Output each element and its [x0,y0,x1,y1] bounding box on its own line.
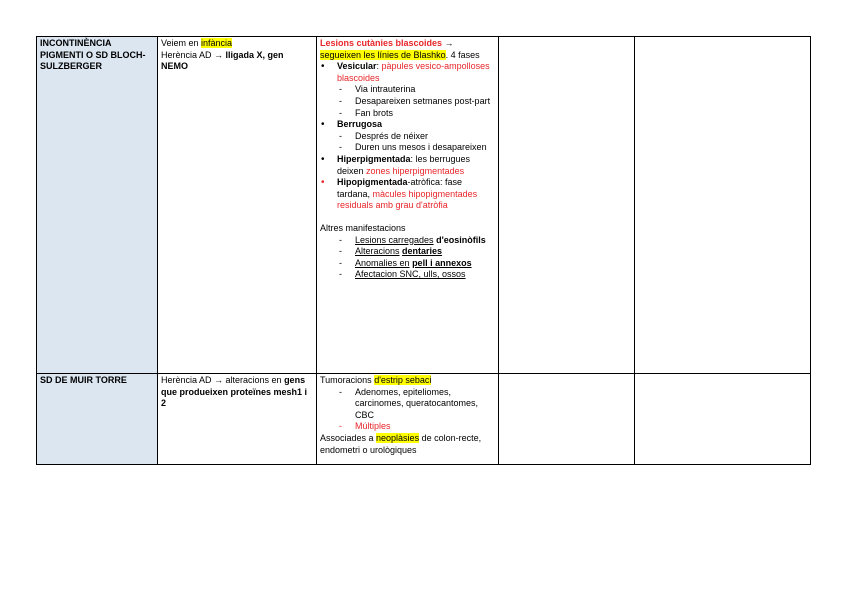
list-item: • Hiperpigmentada: les berrugues deixen zones hiperpigmentades [321,153,471,176]
empty-cell [499,374,635,465]
table-row [37,37,811,374]
bullet-icon: • [321,61,325,73]
bullet-icon: • [321,177,325,189]
section-title: Altres manifestacions [320,222,406,233]
list-item: - Afectacion SNC, ulls, ossos [339,269,466,280]
list-item: - Alteracions dentaries [339,246,443,257]
list-item: • Hipopigmentada-atròfica: fase tardana, màcules hipopigmentades residuals amb grau d'atròfia [321,177,478,211]
list-item: - Lesions carregades d'eosinòfils [339,234,486,245]
cell-inheritance: Herència AD → alteracions en gens que produeixen proteïnes mesh1 i 2 [158,374,317,465]
table-row [37,374,811,465]
empty-cell [635,37,811,374]
list-item: • Berrugosa [321,119,383,131]
cell-manifestations: Lesions cutànies blascoides → segueixen les línies de Blashko. 4 fases • Vesicular: pàpules vesico-ampolloses blascoides - Via intrauterina - Desapareixen setmanes post-part - Fan brots • Berrugosa - Després de néixer - Duren uns mesos i desapareixen • Hiperpigmentada: les berrugues deixen zones hiperpigmentades • Hipopigmentada-atròfica: fase tardana, màcules hipopigmentades residuals amb grau d'atròfia Altres manifestacions - Lesions carregades d'eosinòfils - Alteracions dentaries - Anomalies en pell i annexos - Afectacion SNC, ulls, ossos [317,37,499,374]
list-item: - Duren uns mesos i desapareixen [339,142,487,153]
list-item: - Adenomes, epiteliomes, carcinomes, queratocantomes, CBC [339,386,479,420]
list-item: - Fan brots [339,107,394,118]
list-item: - Desapareixen setmanes post-part [339,95,491,106]
bullet-icon: • [321,119,325,131]
lesions-title: Lesions cutànies blascoides [320,38,443,48]
empty-cell [499,37,635,374]
cell-inheritance: Veiem en infància Herència AD → lligada X, gen NEMO [158,37,317,374]
cell-manifestations: Tumoracions d'estrip sebaci - Adenomes, epiteliomes, carcinomes, queratocantomes, CBC - Múltiples Associades a neoplàsies de colon-recte, endometri o urològiques [317,374,499,465]
bullet-icon: • [321,153,325,165]
row-title-incontinentia: INCONTINÈNCIA PIGMENTI O SD BLOCH-SULZBERGER [37,37,158,374]
highlight-infancia: infància [201,38,233,48]
empty-cell [635,374,811,465]
list-item: • Vesicular: pàpules vesico-ampolloses blascoides [321,61,490,83]
list-item: - Múltiples [339,421,391,432]
list-item: - Via intrauterina [339,84,416,95]
list-item: - Després de néixer [339,130,429,141]
list-item: - Anomalies en pell i annexos [339,257,472,268]
row-title-muir-torre: SD DE MUIR TORRE [37,374,158,465]
document-table [36,36,811,465]
